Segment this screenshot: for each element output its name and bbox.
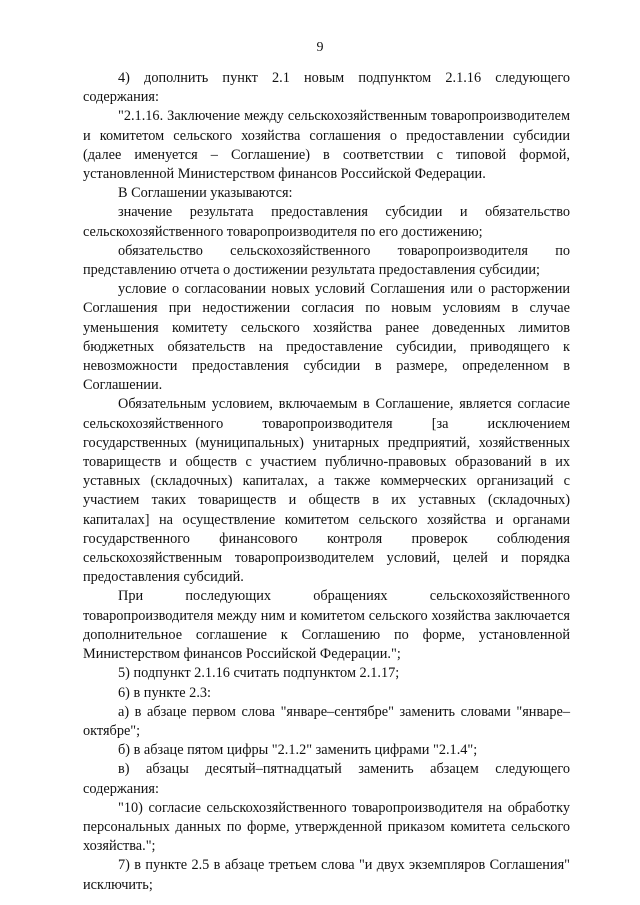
paragraph-agreement-intro: В Соглашении указываются: [118,185,293,202]
page-number: 9 [316,40,324,55]
paragraph-item-4: 4) дополнить пункт 2.1 новым подпунктом 2.1.16 следующего содержания: [83,70,570,106]
paragraph-mandatory-condition: Обязательным условием, включаемым в Соглашение, является согласие сельскохозяйственного товаропроизводителя [за исключением государственных (муниципальных) унитарных предприятий, хозяйственных товариществ и обществ с участием публично-правовых образований в их уставных (складочных) капиталах, а также коммерческих организаций с участием таких товариществ и обществ в их уставных (складочных) капиталах] на осуществление комитетом сельского хозяйства и органами государственного финансового контроля проверок соблюдения сельскохозяйственным товаропроизводителем условий, целей и порядка предоставления субсидий. [83,396,570,586]
paragraph-item-5: 5) подпункт 2.1.16 считать подпунктом 2.1.17; [118,665,400,682]
paragraph-item-6b: б) в абзаце пятом цифры "2.1.2" заменить цифрами "2.1.4"; [118,742,478,759]
paragraph-subsequent-requests: При последующих обращениях сельскохозяйственного товаропроизводителя между ним и комитетом сельского хозяйства заключается дополнительное соглашение к Соглашению по форме, установленной Министерством финансов Российской Федерации."; [83,588,570,663]
paragraph-new-conditions: условие о согласовании новых условий Соглашения или о расторжении Соглашения при недостижении согласия по новым условиям в случае уменьшения комитету сельского хозяйства ранее доведенных лимитов бюджетных обязательств на предоставление субсидии, приводящего к невозможности предоставления субсидии в размере, определенном в Соглашении. [83,281,570,394]
paragraph-item-6: 6) в пункте 2.3: [118,684,212,701]
paragraph-item-6v: в) абзацы десятый–пятнадцатый заменить абзацем следующего содержания: [83,761,570,797]
paragraph-item-6a: а) в абзаце первом слова "январе–сентябре" заменить словами "январе–октябре"; [83,703,570,739]
paragraph-subpoint-2-1-16: "2.1.16. Заключение между сельскохозяйственным товаропроизводителем и комитетом сельского хозяйства соглашения о предоставлении субсидии (далее именуется – Соглашение) в соответствии с типовой формой, установленной Министерством финансов Российской Федерации. [83,108,570,183]
paragraph-item-10-consent: "10) согласие сельскохозяйственного товаропроизводителя на обработку персональных данных по форме, утвержденной приказом комитета сельского хозяйства."; [83,799,570,855]
paragraph-item-7: 7) в пункте 2.5 в абзаце третьем слова "и двух экземпляров Соглашения" исключить; [83,857,570,893]
paragraph-result-value: значение результата предоставления субсидии и обязательство сельскохозяйственного товаропроизводителя по его достижению; [83,204,570,240]
document-body [83,69,570,895]
paragraph-report-obligation: обязательство сельскохозяйственного товаропроизводителя по представлению отчета о достижении результата предоставления субсидии; [83,242,570,279]
